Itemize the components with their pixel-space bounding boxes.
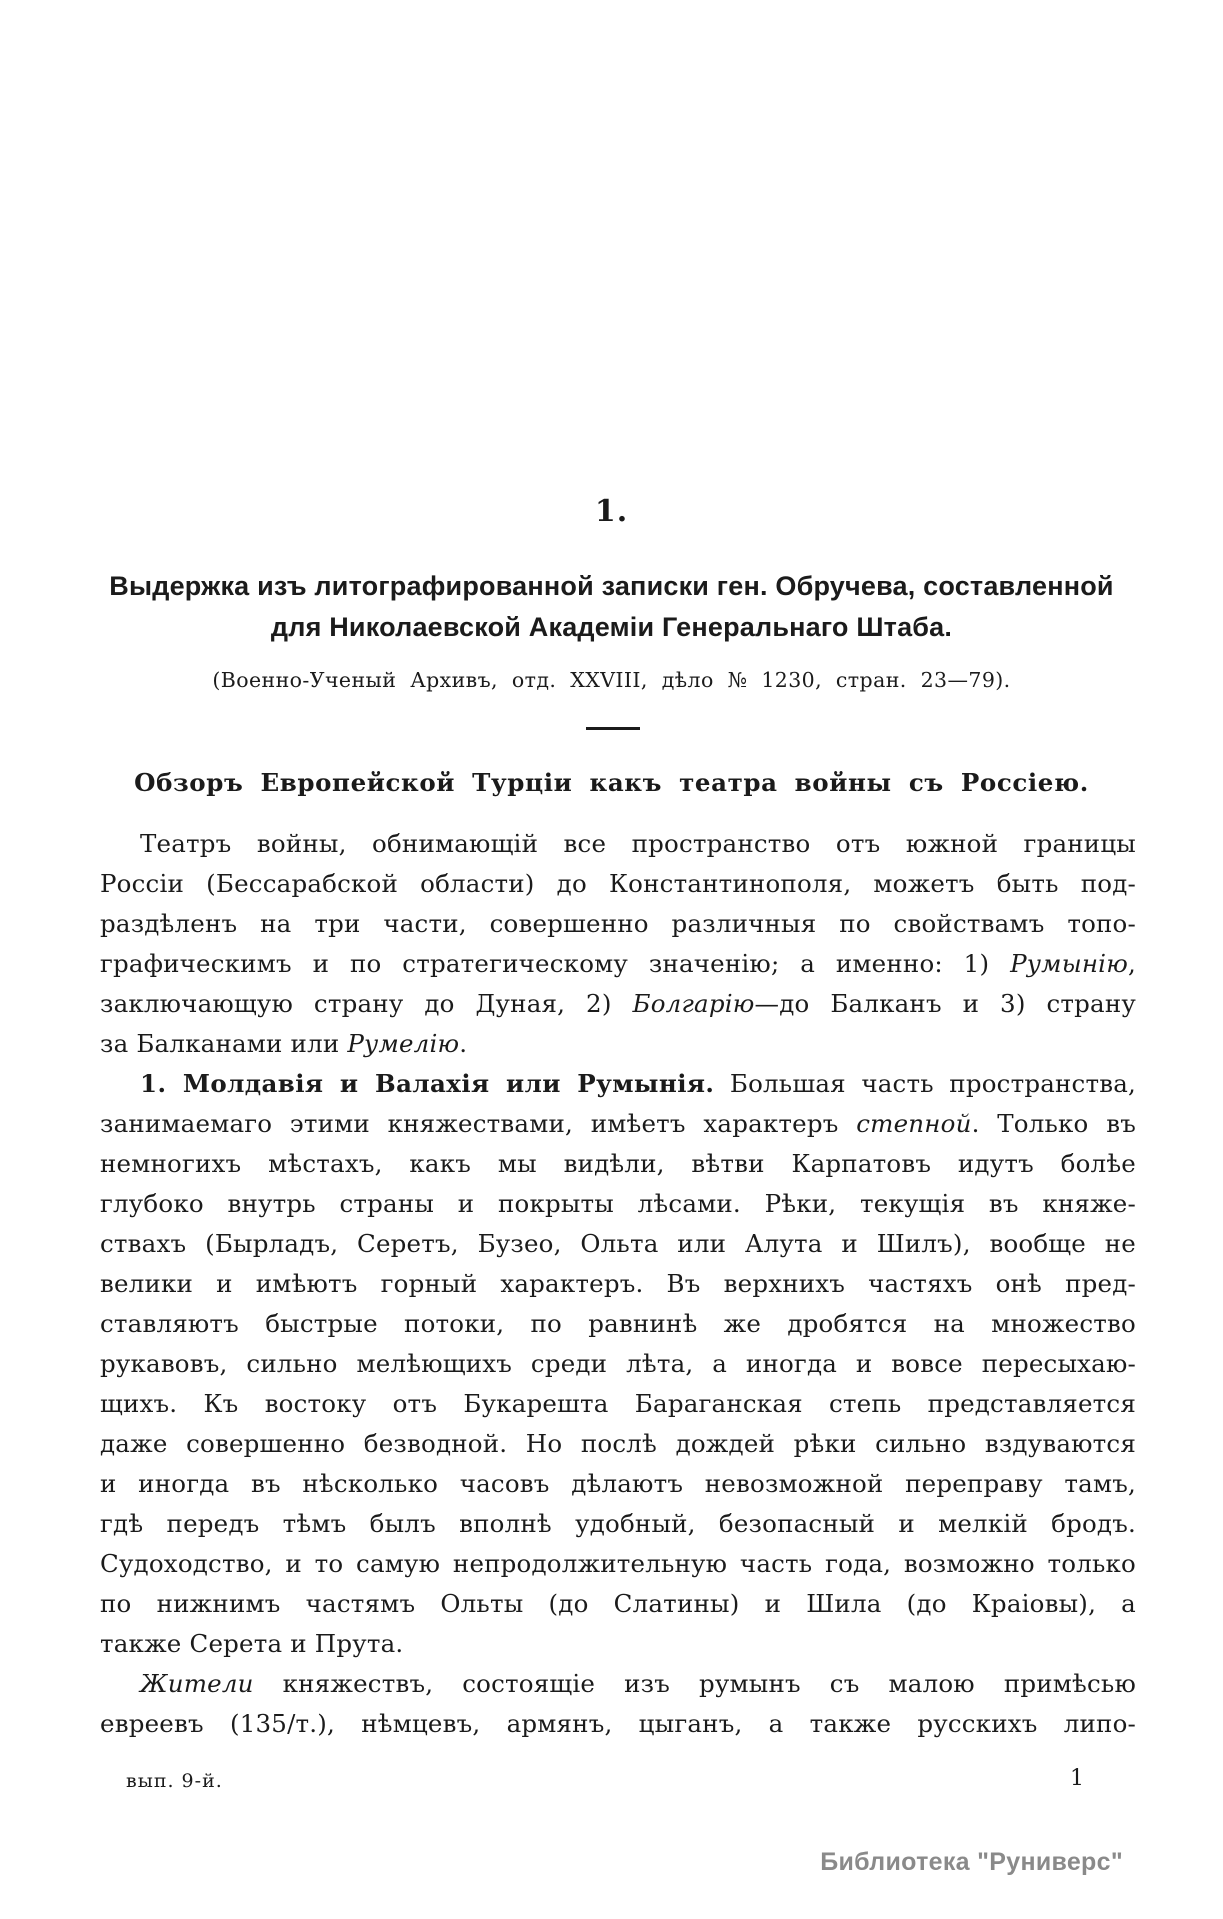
text-segment: . — [459, 1029, 468, 1058]
text-segment: —до Балканъ и 3) страну — [754, 989, 1136, 1018]
text-segment: по нижнимъ частямъ Ольты (до Слатины) и Шила (до Краіовы), а — [100, 1589, 1136, 1618]
text-line — [100, 1464, 1136, 1504]
text-line — [100, 1264, 1136, 1304]
text-line — [100, 904, 1136, 944]
text-line — [100, 1184, 1136, 1224]
text-line — [100, 984, 1136, 1024]
text-segment: велики и имѣютъ горный характеръ. Въ верхнихъ частяхъ онѣ пред- — [100, 1269, 1136, 1298]
text-line — [100, 1344, 1136, 1384]
text-line — [100, 1104, 1136, 1144]
text-segment: Болгарію — [632, 989, 755, 1018]
text-segment: ставляютъ быстрые потоки, по равнинѣ же дробятся на множество — [100, 1309, 1136, 1338]
text-line — [100, 1664, 1136, 1704]
text-segment: Румынію — [1010, 949, 1128, 978]
section-number: 1. — [594, 494, 629, 529]
archive-reference-note: (Военно-Ученый Архивъ, отд. XXVIII, дѣло № 1230, стран. 23—79). — [212, 668, 1011, 692]
text-segment: рукавовъ, сильно мелѣющихъ среди лѣта, а иногда и вовсе пересыхаю- — [100, 1349, 1136, 1378]
text-segment: раздѣленъ на три части, совершенно различныя по свойствамъ топо- — [100, 909, 1136, 938]
text-segment: ствахъ (Бырладъ, Серетъ, Бузео, Ольта или Алута и Шилъ), вообще не — [100, 1229, 1136, 1258]
text-segment: графическимъ и по стратегическому значенію; а именно: 1) — [100, 949, 1011, 978]
text-segment: за Балканами или — [100, 1029, 348, 1058]
page-number: 1 — [1070, 1766, 1084, 1791]
text-line — [100, 1624, 1136, 1664]
section-subtitle: Обзоръ Европейской Турціи какъ театра войны съ Россіею. — [134, 768, 1089, 797]
page-footer — [100, 1766, 1136, 1800]
text-line — [100, 1584, 1136, 1624]
text-segment: Большая часть пространства, — [714, 1069, 1137, 1098]
text-segment: степной — [856, 1109, 972, 1138]
text-line — [100, 824, 1136, 864]
text-line — [100, 864, 1136, 904]
text-segment: Судоходство, и то самую непродолжительную часть года, возможно только — [100, 1549, 1136, 1578]
library-watermark: Библиотека "Руниверс" — [820, 1848, 1123, 1876]
text-line — [100, 1504, 1136, 1544]
text-segment: глубоко внутрь страны и покрыты лѣсами. Рѣки, текущія въ княже- — [100, 1189, 1136, 1218]
footer-issue-label: вып. 9-й. — [126, 1770, 223, 1792]
text-line — [100, 1544, 1136, 1584]
text-segment: 1. Молдавія и Валахія или Румынія. — [140, 1069, 715, 1098]
chapter-title — [94, 566, 1129, 648]
text-segment: немногихъ мѣстахъ, какъ мы видѣли, вѣтви Карпатовъ идутъ болѣе — [100, 1149, 1136, 1178]
text-line — [100, 1384, 1136, 1424]
text-segment: , — [1128, 949, 1136, 978]
text-line — [100, 1704, 1136, 1744]
text-segment: . Только въ — [971, 1109, 1136, 1138]
text-segment: даже совершенно безводной. Но послѣ дождей рѣки сильно вздуваются — [100, 1429, 1136, 1458]
text-line — [100, 1024, 1136, 1064]
text-segment: Жители — [140, 1669, 254, 1698]
text-segment: гдѣ передъ тѣмъ былъ вполнѣ удобный, безопасный и мелкій бродъ. — [100, 1509, 1136, 1538]
text-segment: и иногда въ нѣсколько часовъ дѣлаютъ невозможной переправу тамъ, — [100, 1469, 1136, 1498]
text-segment: Театръ войны, обнимающій все пространство отъ южной границы — [140, 829, 1136, 858]
text-segment: также Серета и Прута. — [100, 1629, 404, 1658]
text-segment: Россіи (Бессарабской области) до Константинополя, можетъ быть под- — [100, 869, 1136, 898]
text-line — [100, 1224, 1136, 1264]
chapter-title-line-1: Выдержка изъ литографированной записки ген. Обручева, составленной — [109, 571, 1114, 601]
text-segment: княжествъ, состоящіе изъ румынъ съ малою примѣсью — [253, 1669, 1136, 1698]
section-divider-rule — [586, 727, 640, 730]
text-line — [100, 1424, 1136, 1464]
body-text — [100, 824, 1136, 1744]
text-segment: щихъ. Къ востоку отъ Букарешта Бараганская степь представляется — [100, 1389, 1136, 1418]
text-segment: Румелію — [347, 1029, 460, 1058]
text-line — [100, 1064, 1136, 1104]
text-line — [100, 1304, 1136, 1344]
text-line — [100, 944, 1136, 984]
chapter-title-line-2: для Николаевской Академіи Генеральнаго Штаба. — [270, 612, 953, 642]
text-line — [100, 1144, 1136, 1184]
text-segment: занимаемаго этими княжествами, имѣетъ характеръ — [100, 1109, 857, 1138]
text-segment: заключающую страну до Дуная, 2) — [100, 989, 633, 1018]
text-segment: евреевъ (135/т.), нѣмцевъ, армянъ, цыганъ, а также русскихъ липо- — [100, 1709, 1136, 1738]
